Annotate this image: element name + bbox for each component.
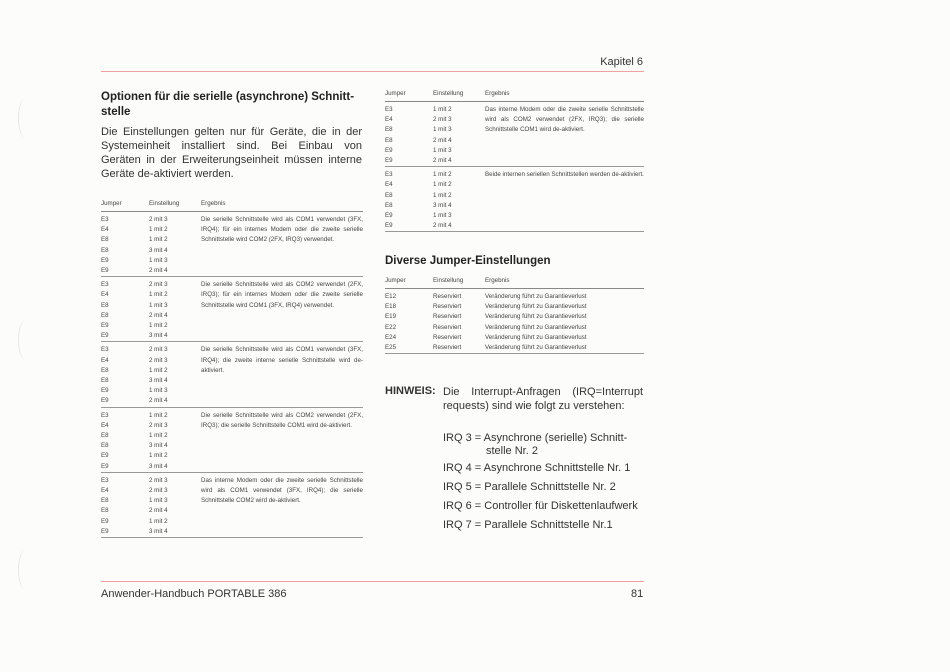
jumper-cell: E4 — [385, 116, 393, 124]
jumper-cell: E12 — [385, 293, 397, 300]
result-cell: Veränderung führt zu Garantieverlust — [485, 293, 587, 300]
setting-cell: 3 mit 4 — [149, 332, 168, 340]
jumper-cell: E9 — [385, 146, 393, 154]
setting-cell: 2 mit 4 — [433, 136, 452, 144]
diverse-heading: Diverse Jumper-Einstellungen — [385, 255, 551, 267]
col-header-jumper: Jumper — [385, 90, 433, 102]
binding-hole-mark — [18, 320, 33, 360]
col-header-jumper: Jumper — [385, 277, 433, 289]
result-cell: Veränderung führt zu Garantieverlust — [485, 303, 587, 311]
setting-cell: 1 mit 2 — [149, 291, 168, 299]
setting-cell: 3 mit 4 — [149, 462, 168, 470]
setting-cell: 2 mit 3 — [149, 487, 168, 495]
setting-cell: 2 mit 3 — [149, 421, 168, 429]
jumper-cell: E3 — [101, 476, 109, 484]
setting-cell: 3 mit 4 — [149, 377, 168, 385]
section-heading-serial: Optionen für die serielle (asynchrone) Schnitt-stelle — [101, 91, 355, 118]
table-header-row — [385, 277, 644, 289]
setting-cell: 1 mit 2 — [433, 171, 452, 179]
jumper-cell: E9 — [101, 527, 109, 535]
table-row — [385, 312, 644, 322]
hinweis-text: Die Interrupt-Anfragen (IRQ=Interrupt requests) sind wie folgt zu verstehen: — [443, 386, 643, 412]
binding-hole-mark — [18, 550, 33, 590]
header-rule — [101, 71, 644, 72]
table-row — [101, 472, 363, 486]
jumper-cell: E8 — [101, 236, 109, 244]
jumper-cell: E4 — [101, 291, 109, 299]
jumper-cell: E4 — [101, 226, 109, 234]
setting-cell: 1 mit 2 — [149, 366, 168, 374]
jumper-cell: E9 — [101, 397, 109, 405]
setting-cell: 2 mit 4 — [149, 267, 168, 275]
setting-cell: 1 mit 3 — [149, 387, 168, 395]
result-cell: Die serielle Schnittstelle wird als COM1 verwendet (3FX, IRQ4); für ein internes Modem oder die zweite serielle Schnittstelle wird COM2 (2FX, IRQ3) verwendet. — [201, 216, 363, 244]
setting-cell: 2 mit 3 — [149, 346, 168, 354]
setting-cell: Reserviert — [433, 313, 462, 321]
jumper-cell: E8 — [101, 301, 109, 309]
setting-cell: 1 mit 3 — [149, 497, 168, 505]
jumper-cell: E22 — [385, 323, 397, 331]
irq-line: stelle Nr. 2 — [486, 445, 538, 457]
setting-cell: 1 mit 3 — [433, 126, 452, 134]
setting-cell: 2 mit 4 — [433, 157, 452, 165]
jumper-group — [101, 342, 363, 407]
result-cell: Die serielle Schnittstelle wird als COM2 verwendet (2FX, IRQ3); die serielle Schnittstelle COM1 wird de-aktiviert. — [201, 411, 363, 429]
jumper-cell: E9 — [101, 322, 109, 330]
col-header-jumper: Jumper — [101, 200, 149, 212]
result-cell: Veränderung führt zu Garantieverlust — [485, 323, 587, 331]
jumper-cell: E8 — [101, 442, 109, 450]
setting-cell: Reserviert — [433, 344, 462, 352]
setting-cell: 2 mit 3 — [149, 356, 168, 364]
setting-cell: Reserviert — [433, 333, 462, 341]
irq-line: IRQ 7 = Parallele Schnittstelle Nr.1 — [443, 519, 613, 531]
jumper-cell: E8 — [101, 432, 109, 440]
table-row — [101, 407, 363, 421]
jumper-group — [101, 277, 363, 342]
jumper-cell: E3 — [101, 216, 109, 223]
intro-paragraph: Die Einstellungen gelten nur für Geräte, die in der Systemeinheit installiert sind. Bei Einbau von Geräten in der Erweiterungseinheit müssen interne Geräte de-aktiviert werden. — [101, 126, 362, 180]
jumper-cell: E8 — [101, 246, 109, 254]
jumper-cell: E4 — [101, 487, 109, 495]
table-row — [385, 323, 644, 333]
table-row — [385, 167, 644, 181]
jumper-cell: E9 — [101, 267, 109, 275]
setting-cell: 1 mit 2 — [149, 411, 168, 419]
table-header-row — [101, 200, 363, 212]
setting-cell: 2 mit 4 — [149, 507, 168, 515]
setting-cell: 1 mit 3 — [433, 146, 452, 154]
hinweis-label: HINWEIS: — [385, 385, 436, 397]
footer-title: Anwender-Handbuch PORTABLE 386 — [101, 588, 287, 600]
jumper-cell: E8 — [101, 377, 109, 385]
diverse-rows — [385, 289, 644, 354]
jumper-cell: E9 — [101, 256, 109, 264]
setting-cell: 3 mit 4 — [149, 527, 168, 535]
jumper-cell: E25 — [385, 344, 397, 352]
setting-cell: 2 mit 4 — [433, 222, 452, 230]
jumper-group — [101, 212, 363, 277]
jumper-cell: E9 — [101, 517, 109, 525]
jumper-cell: E3 — [101, 346, 109, 354]
jumper-cell: E8 — [385, 201, 393, 209]
setting-cell: 2 mit 4 — [149, 397, 168, 405]
jumper-cell: E9 — [101, 332, 109, 340]
irq-line: IRQ 3 = Asynchrone (serielle) Schnitt- — [443, 432, 628, 444]
table-row — [385, 102, 644, 116]
jumper-group — [101, 472, 363, 537]
jumper-cell: E8 — [385, 191, 393, 199]
jumper-cell: E4 — [101, 356, 109, 364]
jumper-cell: E9 — [101, 452, 109, 460]
setting-cell: 2 mit 3 — [433, 116, 452, 124]
setting-cell: 2 mit 3 — [149, 281, 168, 289]
setting-cell: 2 mit 3 — [149, 216, 168, 223]
setting-cell: Reserviert — [433, 303, 462, 311]
jumper-cell: E9 — [385, 222, 393, 230]
jumper-cell: E3 — [101, 281, 109, 289]
irq-line: IRQ 4 = Asynchrone Schnittstelle Nr. 1 — [443, 462, 631, 474]
result-cell: Veränderung führt zu Garantieverlust — [485, 313, 587, 321]
table-row — [385, 333, 644, 343]
setting-cell: Reserviert — [433, 323, 462, 331]
table-row — [385, 289, 644, 303]
setting-cell: 1 mit 2 — [149, 322, 168, 330]
result-cell: Beide internen seriellen Schnittstellen werden de-aktiviert. — [485, 171, 644, 179]
serial-jumper-table-right — [385, 90, 644, 232]
result-cell: Das interne Modem oder die zweite serielle Schnittstelle wird als COM2 verwendet (2FX, IRQ3); die serielle Schnittstelle COM1 wird de-aktiviert. — [485, 106, 644, 134]
setting-cell: 2 mit 4 — [149, 311, 168, 319]
col-header-einstellung: Einstellung — [149, 200, 201, 212]
setting-cell: 3 mit 4 — [149, 442, 168, 450]
table-row — [101, 342, 363, 356]
jumper-cell: E4 — [101, 421, 109, 429]
jumper-cell: E9 — [101, 462, 109, 470]
table-row — [385, 343, 644, 354]
col-header-ergebnis: Ergebnis — [485, 277, 644, 289]
jumper-cell: E9 — [101, 387, 109, 395]
jumper-cell: E3 — [385, 106, 393, 113]
setting-cell: 1 mit 2 — [149, 226, 168, 234]
setting-cell: 1 mit 2 — [149, 517, 168, 525]
col-header-ergebnis: Ergebnis — [485, 90, 644, 102]
footer-rule — [101, 581, 644, 582]
setting-cell: 2 mit 3 — [149, 476, 168, 484]
result-cell: Die serielle Schnittstelle wird als COM2 verwendet (2FX, IRQ3); für ein internes Modem oder die zweite serielle Schnittstelle wird COM1 (3FX, IRQ4) verwendet. — [201, 281, 363, 309]
setting-cell: 1 mit 2 — [149, 236, 168, 244]
setting-cell: 1 mit 2 — [149, 452, 168, 460]
serial-jumper-table-left — [101, 200, 363, 538]
result-cell: Das interne Modem oder die zweite serielle Schnittstelle wird als COM1 verwendet (3FX, IRQ4); die serielle Schnittstelle COM2 wird de-aktiviert. — [201, 476, 363, 505]
result-cell: Veränderung führt zu Garantieverlust — [485, 344, 587, 352]
jumper-cell: E8 — [101, 507, 109, 515]
setting-cell: 1 mit 2 — [433, 106, 452, 113]
irq-line: IRQ 5 = Parallele Schnittstelle Nr. 2 — [443, 481, 616, 493]
setting-cell: 1 mit 2 — [149, 432, 168, 440]
binding-hole-mark — [18, 98, 33, 138]
jumper-cell: E8 — [385, 126, 393, 134]
table-header-row — [385, 90, 644, 102]
irq-line: IRQ 6 = Controller für Diskettenlaufwerk — [443, 500, 638, 512]
diverse-jumper-table — [385, 277, 644, 354]
col-header-ergebnis: Ergebnis — [201, 200, 363, 212]
col-header-einstellung: Einstellung — [433, 90, 485, 102]
setting-cell: 3 mit 4 — [433, 201, 452, 209]
chapter-label: Kapitel 6 — [600, 56, 643, 68]
jumper-cell: E8 — [101, 497, 109, 505]
jumper-cell: E4 — [385, 181, 393, 189]
jumper-cell: E18 — [385, 303, 397, 311]
jumper-cell: E3 — [385, 171, 393, 179]
table-row — [101, 277, 363, 291]
jumper-cell: E9 — [385, 157, 393, 165]
setting-cell: 1 mit 2 — [433, 191, 452, 199]
table-row — [385, 302, 644, 312]
table-row — [101, 212, 363, 226]
jumper-cell: E19 — [385, 313, 397, 321]
jumper-group — [385, 102, 644, 167]
setting-cell: 1 mit 2 — [433, 181, 452, 189]
page-number: 81 — [631, 588, 644, 600]
jumper-cell: E8 — [101, 311, 109, 319]
jumper-cell: E8 — [385, 136, 393, 144]
setting-cell: 1 mit 3 — [433, 212, 452, 220]
result-cell: Veränderung führt zu Garantieverlust — [485, 333, 587, 341]
col-header-einstellung: Einstellung — [433, 277, 485, 289]
jumper-cell: E3 — [101, 411, 109, 419]
setting-cell: 1 mit 3 — [149, 301, 168, 309]
jumper-group — [385, 167, 644, 232]
jumper-cell: E8 — [101, 366, 109, 374]
jumper-cell: E24 — [385, 333, 397, 341]
result-cell: Die serielle Schnittstelle wird als COM1 verwendet (3FX, IRQ4); die zweite interne serielle Schnittstelle wird de-aktiviert. — [201, 346, 363, 374]
setting-cell: 3 mit 4 — [149, 246, 168, 254]
setting-cell: 1 mit 3 — [149, 256, 168, 264]
jumper-cell: E9 — [385, 212, 393, 220]
jumper-group — [101, 407, 363, 472]
setting-cell: Reserviert — [433, 293, 462, 300]
